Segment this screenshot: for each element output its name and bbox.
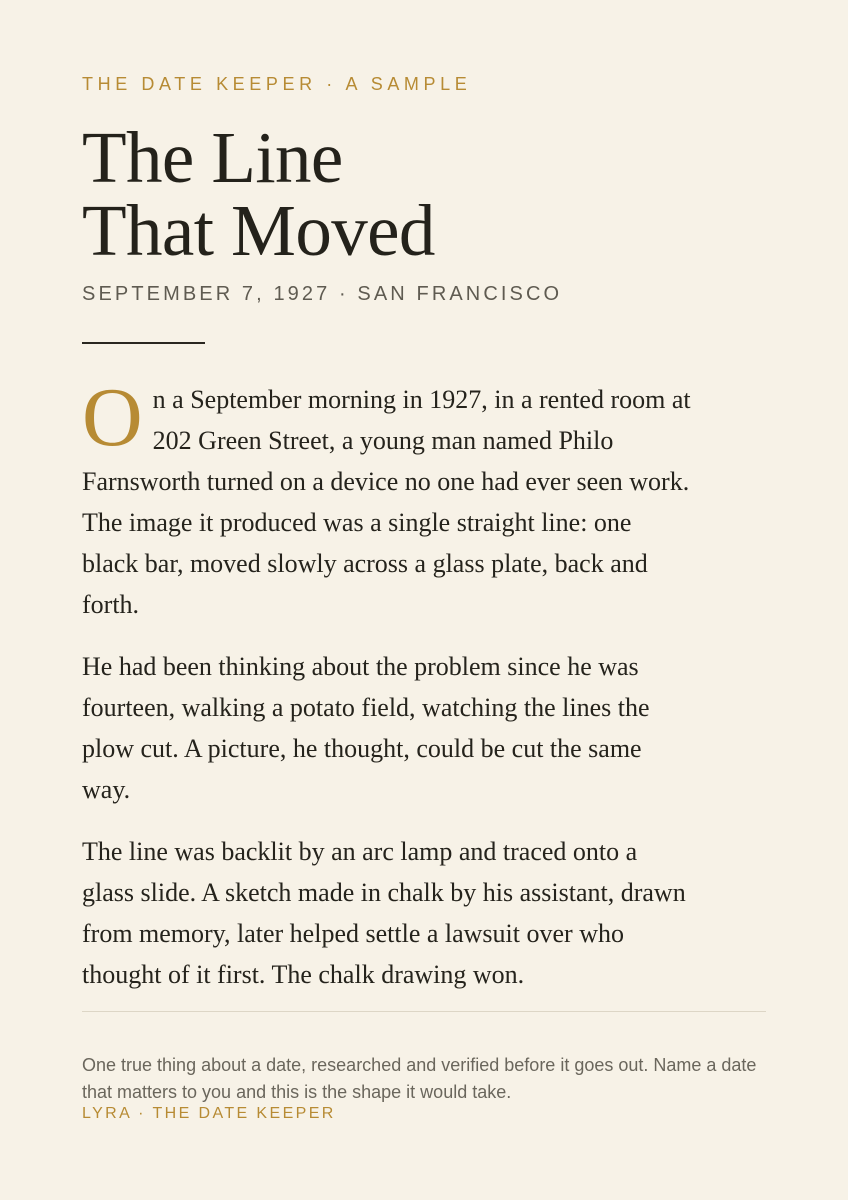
story-paragraph-2: He had been thinking about the problem since he was fourteen, walking a potato field, watching the lines the plow cut. A picture, he thought, could be cut the same way. bbox=[82, 652, 650, 804]
footer-divider bbox=[82, 1011, 766, 1012]
date-location-line: SEPTEMBER 7, 1927 · SAN FRANCISCO bbox=[82, 283, 563, 305]
footer-note: One true thing about a date, researched and verified before it goes out. Name a date that matters to you and this is the shape it would take. bbox=[82, 1055, 757, 1102]
title-line-2: That Moved bbox=[82, 190, 435, 271]
article-title bbox=[82, 117, 435, 271]
story-paragraph-1-text: n a September morning in 1927, in a rented room at 202 Green Street, a young man named Philo Farnsworth turned on a device no one had ever seen work. The image it produced was a single straight line: one black bar, moved slowly across a glass plate, back and forth. bbox=[82, 385, 691, 619]
story-paragraph-3: The line was backlit by an arc lamp and traced onto a glass slide. A sketch made in chalk by his assistant, drawn from memory, later helped settle a lawsuit over who thought of it first. The chalk drawing won. bbox=[82, 837, 686, 989]
story-paragraph-1 bbox=[82, 371, 694, 625]
title-divider bbox=[82, 342, 205, 344]
title-line-1: The Line bbox=[82, 117, 343, 198]
drop-cap: O bbox=[82, 371, 143, 464]
article-body bbox=[82, 371, 694, 995]
footer-signature: LYRA · THE DATE KEEPER bbox=[82, 1105, 336, 1122]
article-page bbox=[82, 0, 766, 1200]
series-kicker: THE DATE KEEPER · A SAMPLE bbox=[82, 74, 472, 94]
